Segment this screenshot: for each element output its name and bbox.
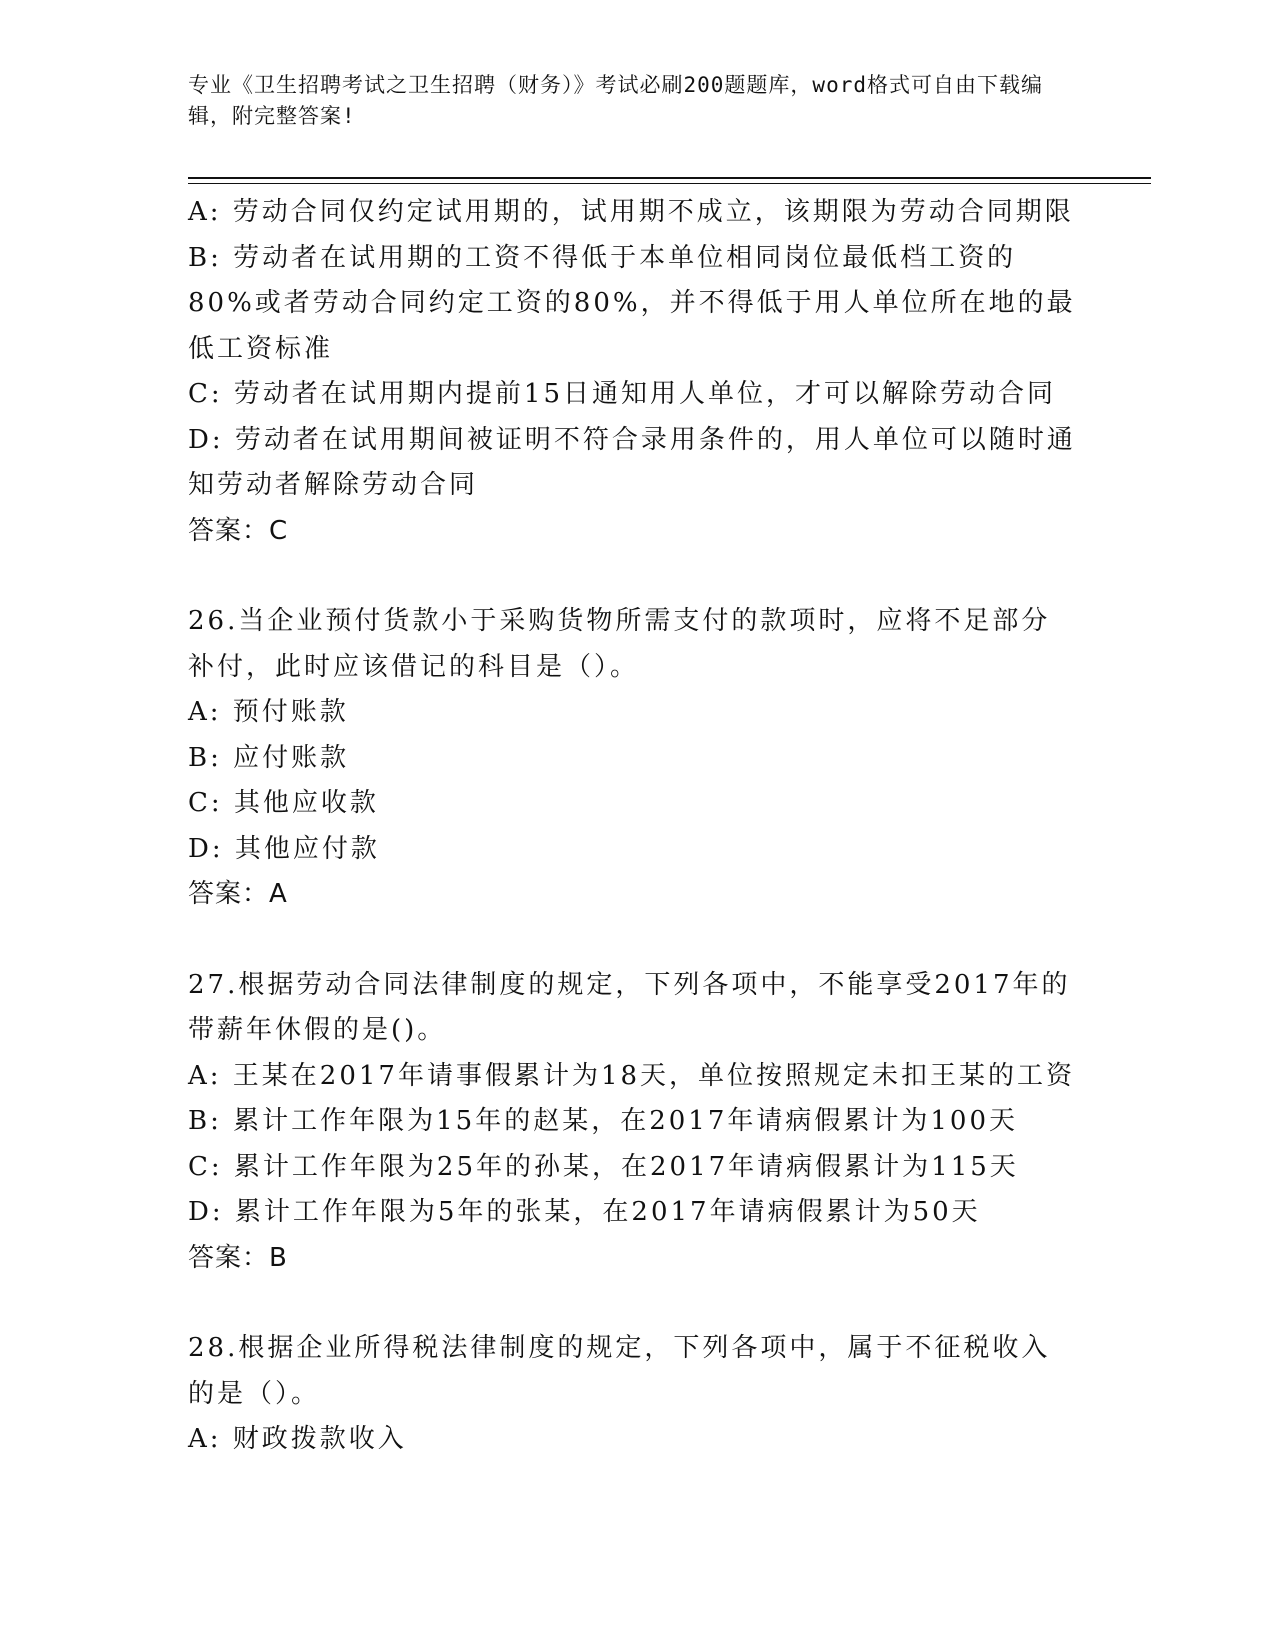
question-stem: 28.根据企业所得税法律制度的规定，下列各项中，属于不征税收入的是（）。 bbox=[188, 1333, 1051, 1409]
option-d: D: 劳动者在试用期间被证明不符合录用条件的，用人单位可以随时通知劳动者解除劳动合同 bbox=[188, 424, 1076, 500]
option-a: A: 王某在2017年请事假累计为18天，单位按照规定未扣王某的工资 bbox=[188, 1060, 1076, 1091]
answer-line: 答案：C bbox=[188, 515, 289, 546]
question-28 bbox=[188, 1326, 1078, 1463]
question-26 bbox=[188, 599, 1078, 918]
option-c: C: 累计工作年限为25年的孙某，在2017年请病假累计为115天 bbox=[188, 1151, 1019, 1182]
option-b: B: 累计工作年限为15年的赵某，在2017年请病假累计为100天 bbox=[188, 1106, 1019, 1136]
option-b: B: 劳动者在试用期的工资不得低于本单位相同岗位最低档工资的80%或者劳动合同约定工资的80%，并不得低于用人单位所在地的最低工资标准 bbox=[188, 242, 1076, 364]
question-25-continued bbox=[188, 190, 1078, 554]
option-a: A: 劳动合同仅约定试用期的，试用期不成立，该期限为劳动合同期限 bbox=[188, 197, 1074, 227]
question-27 bbox=[188, 963, 1078, 1282]
option-b: B: 应付账款 bbox=[188, 742, 350, 773]
header-rule-thick bbox=[188, 177, 1151, 179]
header-rule-thin bbox=[188, 183, 1151, 184]
question-stem: 26.当企业预付货款小于采购货物所需支付的款项时，应将不足部分补付，此时应该借记的科目是（）。 bbox=[188, 606, 1051, 682]
option-d: D: 累计工作年限为5年的张某，在2017年请病假累计为50天 bbox=[188, 1197, 981, 1227]
document-header: 专业《卫生招聘考试之卫生招聘（财务）》考试必刷200题题库，word格式可自由下载编辑，附完整答案! bbox=[188, 73, 1043, 128]
question-stem: 27.根据劳动合同法律制度的规定，下列各项中，不能享受2017年的带薪年休假的是()。 bbox=[188, 969, 1071, 1045]
option-a: A: 预付账款 bbox=[188, 697, 349, 727]
option-c: C: 其他应收款 bbox=[188, 788, 379, 818]
option-d: D: 其他应付款 bbox=[188, 833, 380, 864]
answer-line: 答案：A bbox=[188, 879, 288, 909]
document-body bbox=[188, 190, 1078, 1463]
option-c: C: 劳动者在试用期内提前15日通知用人单位，才可以解除劳动合同 bbox=[188, 379, 1057, 409]
option-a: A: 财政拨款收入 bbox=[188, 1424, 407, 1454]
answer-line: 答案：B bbox=[188, 1242, 288, 1273]
